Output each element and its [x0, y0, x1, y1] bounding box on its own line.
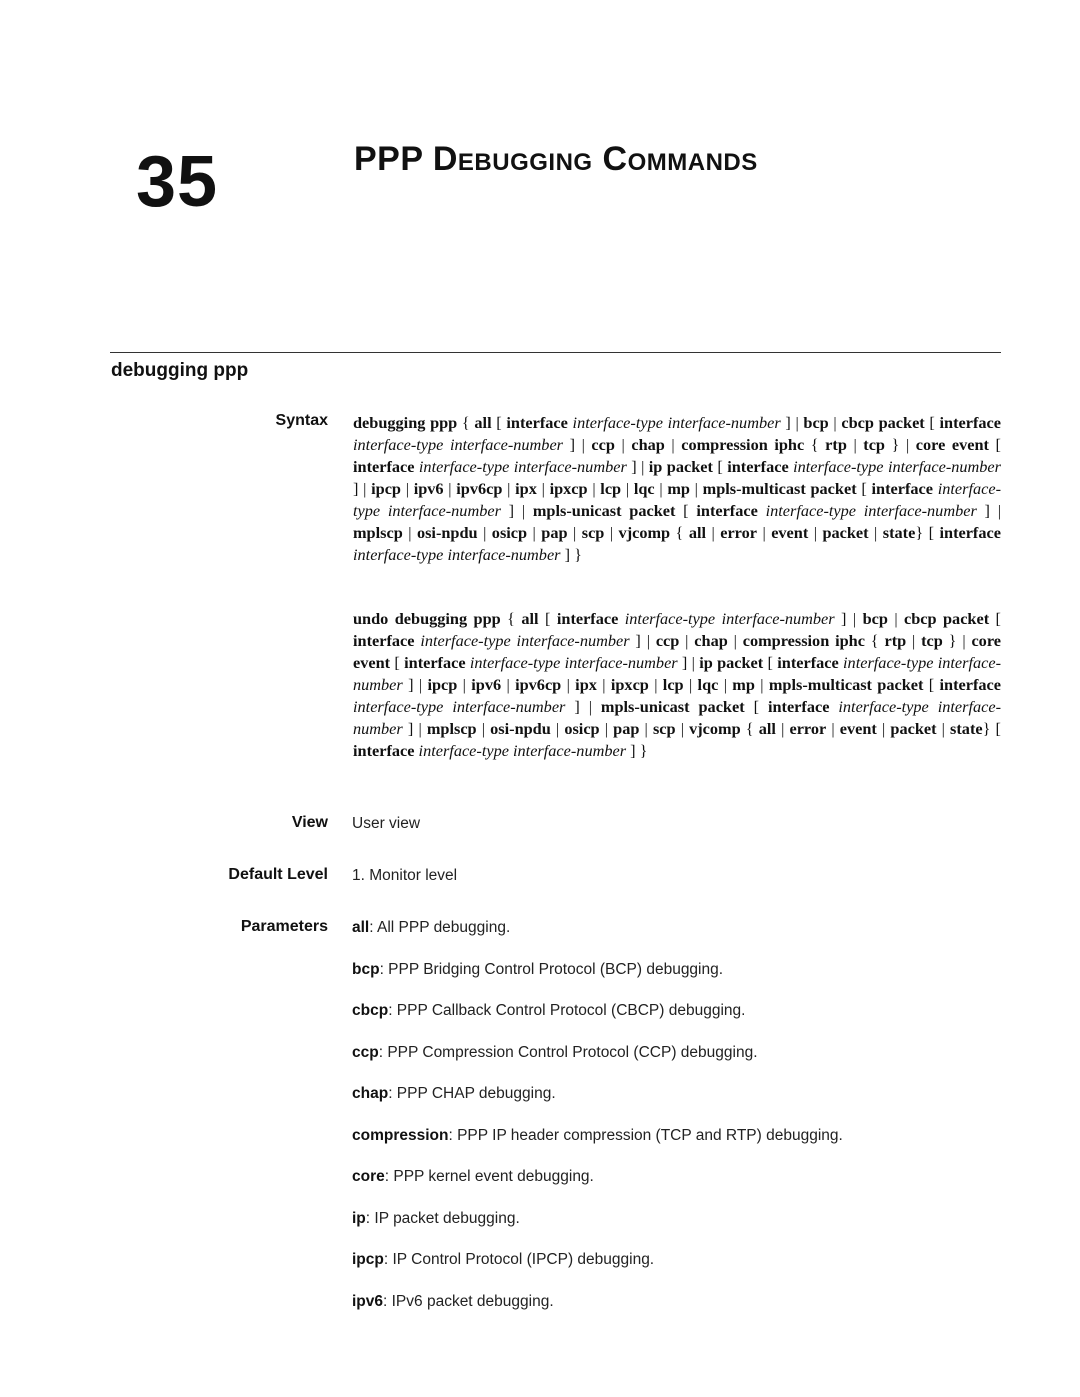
parameter-item	[352, 1251, 654, 1269]
parameter-item	[352, 1168, 594, 1186]
syntax-separator: [	[744, 697, 768, 716]
syntax-separator: ] |	[353, 479, 372, 498]
default-level-value: 1. Monitor level	[352, 867, 458, 884]
syntax-separator: |	[502, 479, 516, 498]
syntax-keyword: ipx	[575, 675, 597, 694]
parameter-item	[352, 1127, 843, 1145]
syntax-keyword: lcp	[662, 675, 684, 694]
syntax-label: Syntax	[275, 412, 328, 429]
syntax-keyword: ipv6cp	[515, 675, 562, 694]
syntax-separator	[758, 501, 766, 520]
syntax-keyword: state	[950, 719, 983, 738]
parameter-keyword: ccp	[352, 1043, 379, 1061]
syntax-separator: |	[808, 523, 823, 542]
syntax-separator: |	[604, 523, 619, 542]
syntax-keyword: compression iphc	[742, 631, 865, 650]
parameter-description: : PPP IP header compression (TCP and RTP) debugging.	[448, 1126, 843, 1144]
syntax-keyword: lqc	[697, 675, 719, 694]
syntax-keyword: interface	[777, 653, 839, 672]
syntax-argument: interface-type interface-number	[420, 631, 630, 650]
syntax-separator: ] |	[565, 697, 601, 716]
syntax-separator: |	[614, 435, 632, 454]
syntax-keyword: osi-npdu	[416, 523, 478, 542]
chapter-number: 35	[136, 142, 219, 222]
syntax-separator: |	[536, 479, 550, 498]
parameters-label: Parameters	[240, 918, 328, 935]
syntax-separator: |	[754, 675, 769, 694]
syntax-keyword: core event	[915, 435, 989, 454]
parameter-keyword: cbcp	[352, 1002, 389, 1019]
syntax-separator: |	[718, 675, 733, 694]
syntax-separator: |	[727, 631, 743, 650]
syntax-argument: interface-type interface-number	[418, 741, 627, 760]
syntax-keyword: mpls-unicast packet	[532, 501, 676, 520]
syntax-keyword: state	[882, 523, 916, 542]
syntax-separator: [	[763, 653, 778, 672]
syntax-keyword: tcp	[863, 435, 885, 454]
syntax-keyword: osi-npdu	[490, 719, 551, 738]
syntax-keyword: ccp	[591, 435, 615, 454]
syntax-argument: interface-type interface-number	[624, 609, 835, 628]
chapter-title: PPP Debugging Commands	[354, 140, 758, 178]
syntax-separator: |	[868, 523, 883, 542]
syntax-keyword: interface	[767, 697, 830, 716]
syntax-separator: ] |	[626, 457, 649, 476]
syntax-keyword: mp	[667, 479, 690, 498]
syntax-separator: } [	[982, 719, 1001, 738]
syntax-separator: |	[477, 523, 492, 542]
syntax-separator: |	[775, 719, 790, 738]
syntax-separator: |	[561, 675, 576, 694]
syntax-keyword: error	[789, 719, 827, 738]
parameter-item	[352, 919, 510, 937]
syntax-separator: |	[876, 719, 891, 738]
syntax-keyword: cbcp packet	[904, 609, 990, 628]
parameter-keyword: core	[352, 1168, 385, 1185]
syntax-keyword: mpls-multicast packet	[702, 479, 857, 498]
syntax-keyword: chap	[631, 435, 665, 454]
syntax-separator: [	[491, 413, 507, 432]
parameter-description: : PPP Compression Control Protocol (CCP) debugging.	[378, 1043, 758, 1061]
syntax-argument: interface-type interface-number	[353, 435, 564, 454]
syntax-keyword: lqc	[633, 479, 655, 498]
parameter-item	[352, 1085, 556, 1103]
syntax-argument: interface-type interface-number	[353, 697, 566, 716]
syntax-keyword: interface	[353, 631, 415, 650]
syntax-keyword: interface	[353, 457, 415, 476]
syntax-separator: |	[639, 719, 653, 738]
syntax-keyword: interface	[353, 741, 415, 760]
syntax-keyword: ipx	[515, 479, 537, 498]
heading-divider	[110, 352, 1001, 353]
view-label: View	[291, 814, 328, 831]
syntax-keyword: ipv6	[413, 479, 444, 498]
parameter-description: : PPP kernel event debugging.	[384, 1168, 594, 1185]
syntax-keyword: pap	[541, 523, 568, 542]
syntax-keyword: ipcp	[371, 479, 401, 498]
syntax-keyword: error	[720, 523, 757, 542]
syntax-separator: |	[675, 719, 690, 738]
syntax-keyword: rtp	[884, 631, 907, 650]
syntax-keyword: osicp	[564, 719, 600, 738]
syntax-argument: interface-type interface-number	[572, 413, 781, 432]
syntax-keyword: pap	[613, 719, 640, 738]
syntax-separator: |	[936, 719, 951, 738]
syntax-argument: interface-type interface-number	[353, 479, 1001, 520]
syntax-separator: ] }	[560, 545, 582, 564]
syntax-keyword: mpls-multicast packet	[768, 675, 924, 694]
syntax-keyword: ip packet	[648, 457, 713, 476]
syntax-keyword: interface	[506, 413, 568, 432]
syntax-keyword: interface	[939, 675, 1001, 694]
syntax-keyword: ipv6cp	[456, 479, 503, 498]
syntax-keyword: cbcp packet	[841, 413, 925, 432]
syntax-separator: |	[476, 719, 491, 738]
syntax-keyword: all	[688, 523, 707, 542]
syntax-separator: |	[689, 479, 703, 498]
parameter-description: : PPP Callback Control Protocol (CBCP) debugging.	[388, 1002, 746, 1019]
syntax-keyword: lcp	[600, 479, 622, 498]
syntax-separator: |	[683, 675, 698, 694]
syntax-keyword: interface	[939, 413, 1001, 432]
syntax-keyword: chap	[694, 631, 728, 650]
syntax-separator: {	[804, 435, 826, 454]
syntax-argument: interface-type interface-number	[353, 697, 1002, 738]
syntax-separator: |	[706, 523, 721, 542]
syntax-separator: |	[757, 523, 772, 542]
parameter-item	[352, 1210, 520, 1228]
syntax-keyword: ipxcp	[549, 479, 588, 498]
syntax-separator: |	[654, 479, 668, 498]
parameter-description: : IP Control Protocol (IPCP) debugging.	[383, 1251, 655, 1268]
syntax-keyword: vjcomp	[689, 719, 741, 738]
syntax-keyword: ccp	[655, 631, 680, 650]
syntax-keyword: interface	[556, 609, 619, 628]
syntax-separator: {	[500, 609, 522, 628]
syntax-separator: ] }	[626, 741, 648, 760]
syntax-argument: interface-type interface-number	[418, 457, 627, 476]
syntax-separator: {	[864, 631, 885, 650]
syntax-keyword: undo debugging ppp	[353, 609, 501, 628]
syntax-keyword: all	[474, 413, 492, 432]
syntax-separator: |	[621, 479, 634, 498]
syntax-keyword: interface	[871, 479, 933, 498]
syntax-argument: interface-type interface-number	[353, 545, 561, 564]
syntax-keyword: ipv6	[471, 675, 502, 694]
undo-syntax-command	[353, 608, 1001, 762]
syntax-argument: interface-type interface-number	[793, 457, 1001, 476]
syntax-separator: |	[599, 719, 614, 738]
syntax-separator: ] |	[500, 501, 533, 520]
command-heading: debugging ppp	[111, 360, 249, 381]
syntax-keyword: event	[839, 719, 877, 738]
syntax-separator: {	[670, 523, 689, 542]
syntax-separator: [	[988, 435, 1001, 454]
syntax-keyword: packet	[822, 523, 869, 542]
parameter-keyword: ipcp	[352, 1251, 384, 1268]
parameter-item	[352, 961, 723, 979]
syntax-separator: [	[989, 609, 1001, 628]
syntax-command	[353, 412, 1001, 566]
syntax-separator: |	[906, 631, 922, 650]
syntax-keyword: packet	[890, 719, 937, 738]
syntax-argument: interface-type interface-number	[353, 653, 1002, 694]
syntax-separator: ] |	[402, 675, 428, 694]
syntax-separator: |	[887, 609, 905, 628]
parameter-keyword: all	[352, 919, 370, 936]
syntax-separator: ] |	[780, 413, 804, 432]
syntax-separator: |	[846, 435, 864, 454]
syntax-keyword: osicp	[491, 523, 528, 542]
syntax-separator: [	[712, 457, 728, 476]
view-value: User view	[352, 815, 421, 832]
syntax-separator: ] |	[677, 653, 700, 672]
parameter-description: : IPv6 packet debugging.	[383, 1292, 554, 1310]
parameter-description: : PPP Bridging Control Protocol (BCP) debugging.	[379, 960, 724, 978]
syntax-keyword: interface	[939, 523, 1001, 542]
syntax-keyword: interface	[404, 653, 466, 672]
parameter-keyword: compression	[352, 1126, 449, 1144]
syntax-keyword: ip packet	[699, 653, 764, 672]
syntax-separator: |	[443, 479, 457, 498]
syntax-separator: |	[501, 675, 516, 694]
syntax-keyword: compression iphc	[681, 435, 805, 454]
syntax-separator: |	[679, 631, 695, 650]
syntax-keyword: all	[521, 609, 539, 628]
parameter-description: : All PPP debugging.	[369, 919, 511, 936]
syntax-keyword: event	[771, 523, 809, 542]
parameter-description: : IP packet debugging.	[365, 1209, 520, 1227]
parameter-keyword: bcp	[352, 960, 380, 978]
syntax-separator: ] |	[402, 719, 427, 738]
syntax-keyword: mpls-unicast packet	[600, 697, 745, 716]
syntax-keyword: ipxcp	[610, 675, 649, 694]
default-level-label: Default Level	[228, 866, 328, 883]
parameter-item	[352, 1044, 758, 1062]
syntax-separator: ] |	[563, 435, 592, 454]
syntax-keyword: interface	[696, 501, 758, 520]
syntax-argument: interface-type interface-number	[765, 501, 977, 520]
syntax-separator: [	[924, 413, 940, 432]
syntax-separator: |	[457, 675, 472, 694]
syntax-keyword: all	[758, 719, 776, 738]
syntax-keyword: mplscp	[353, 523, 403, 542]
syntax-separator: |	[664, 435, 682, 454]
syntax-keyword: ipcp	[427, 675, 458, 694]
syntax-keyword: core event	[353, 631, 1001, 672]
syntax-separator: [	[675, 501, 697, 520]
syntax-separator: |	[401, 479, 414, 498]
syntax-separator: |	[828, 413, 842, 432]
syntax-keyword: tcp	[921, 631, 943, 650]
syntax-separator: ] |	[976, 501, 1001, 520]
syntax-keyword: rtp	[825, 435, 847, 454]
syntax-separator: ] |	[834, 609, 863, 628]
parameter-keyword: ip	[352, 1209, 366, 1227]
syntax-keyword: interface	[727, 457, 789, 476]
syntax-separator: } |	[884, 435, 916, 454]
syntax-separator: ] |	[629, 631, 656, 650]
syntax-separator: [	[856, 479, 872, 498]
syntax-keyword: mplscp	[426, 719, 477, 738]
syntax-separator: |	[527, 523, 542, 542]
syntax-separator: } |	[942, 631, 972, 650]
syntax-separator: |	[587, 479, 601, 498]
syntax-separator: |	[550, 719, 565, 738]
parameter-keyword: ipv6	[352, 1292, 384, 1310]
syntax-separator: |	[826, 719, 840, 738]
syntax-separator: [	[538, 609, 557, 628]
syntax-separator: {	[740, 719, 759, 738]
syntax-keyword: bcp	[803, 413, 829, 432]
parameter-description: : PPP CHAP debugging.	[388, 1085, 556, 1102]
syntax-keyword: mp	[732, 675, 755, 694]
syntax-separator: |	[596, 675, 611, 694]
syntax-separator: [	[923, 675, 940, 694]
syntax-keyword: scp	[581, 523, 605, 542]
syntax-separator: } [	[915, 523, 940, 542]
syntax-separator: |	[567, 523, 582, 542]
syntax-separator: |	[648, 675, 663, 694]
syntax-separator: {	[457, 413, 475, 432]
syntax-keyword: vjcomp	[618, 523, 671, 542]
syntax-argument: interface-type interface-number	[469, 653, 678, 672]
syntax-separator: |	[402, 523, 417, 542]
syntax-separator: [	[390, 653, 405, 672]
parameter-keyword: chap	[352, 1085, 389, 1102]
syntax-keyword: debugging ppp	[353, 413, 458, 432]
parameter-item	[352, 1002, 745, 1020]
syntax-keyword: bcp	[862, 609, 888, 628]
parameter-item	[352, 1293, 554, 1311]
syntax-keyword: scp	[652, 719, 676, 738]
